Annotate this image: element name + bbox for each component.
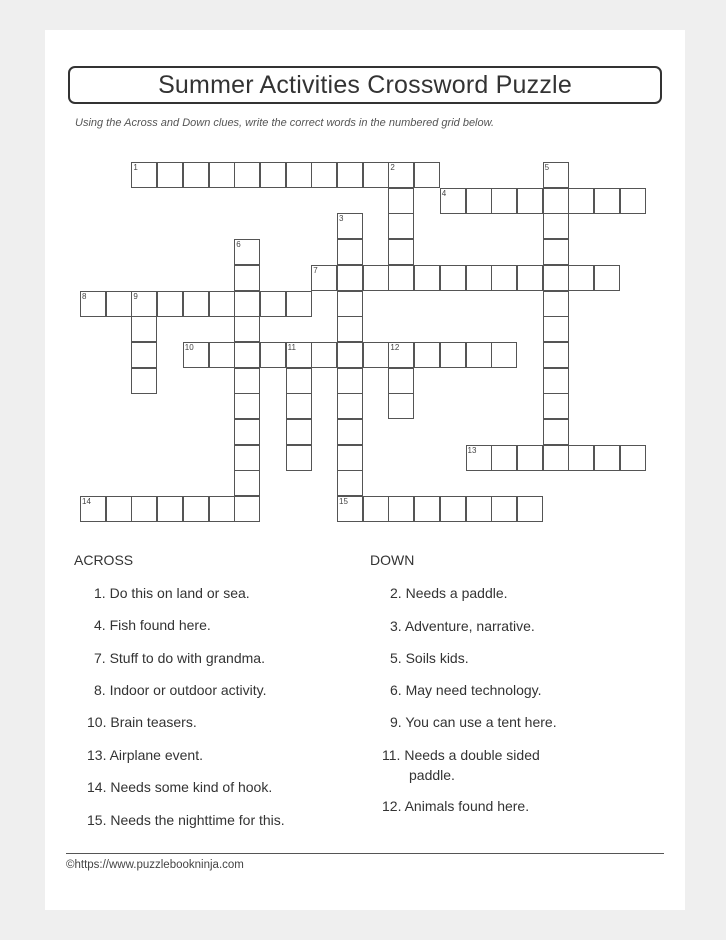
grid-cell-number: 2 [390, 163, 395, 172]
clue-text: Soils kids. [405, 650, 469, 666]
down-heading: DOWN [370, 552, 415, 568]
clue-number: 9. [390, 714, 402, 730]
grid-cell-number: 11 [287, 342, 296, 352]
across-clue [87, 777, 272, 797]
across-clue [94, 583, 250, 603]
clue-number: 5. [390, 650, 402, 666]
across-clue [94, 680, 267, 700]
clue-number: 6. [390, 682, 402, 698]
grid-cell-number: 9 [133, 291, 138, 301]
clue-text: Do this on land or sea. [109, 585, 250, 601]
grid-cell-number: 5 [544, 163, 550, 172]
down-clue [382, 796, 529, 816]
grid-cell-number: 7 [313, 265, 318, 275]
clue-text: Needs a double sided [404, 747, 540, 763]
clue-number: 10. [87, 714, 107, 730]
instructions: Using the Across and Down clues, write the correct words in the numbered grid below. [75, 117, 495, 129]
grid-cell-number: 3 [339, 214, 344, 224]
grid-cell-number: 12 [390, 342, 400, 352]
clue-number: 1. [94, 585, 106, 601]
footer-url: ©https://www.puzzlebookninja.com [66, 859, 244, 871]
clue-text: Fish found here. [109, 617, 211, 633]
clue-number: 3. [390, 618, 402, 634]
grid-cell-number: 8 [82, 291, 87, 301]
grid-cell-number: 15 [339, 497, 348, 507]
across-clue [87, 712, 197, 732]
across-clue [94, 615, 211, 635]
clue-number: 8. [94, 682, 106, 698]
clue-text: Airplane event. [109, 747, 203, 763]
clue-number: 14. [87, 779, 107, 795]
grid-cell-number: 10 [184, 342, 194, 352]
clue-number: 12. [382, 798, 402, 814]
down-clue [390, 648, 469, 668]
down-clue [390, 616, 535, 636]
clue-text: You can use a tent here. [405, 714, 557, 730]
clue-number: 7. [94, 650, 106, 666]
grid-cell-number: 14 [82, 497, 91, 507]
clue-text: Needs a paddle. [405, 585, 508, 601]
clue-text: Needs some kind of hook. [110, 779, 273, 795]
grid-cell-number: 6 [236, 240, 241, 250]
clue-text: Indoor or outdoor activity. [109, 682, 267, 698]
down-clue [390, 680, 542, 700]
footer-divider [66, 853, 664, 854]
down-clue [382, 745, 540, 765]
clue-text: Needs the nighttime for this. [110, 812, 285, 828]
down-clue-continuation: paddle. [409, 767, 455, 783]
down-clue [390, 583, 508, 603]
page-title: Summer Activities Crossword Puzzle [158, 71, 572, 99]
grid-cell-number: 4 [441, 188, 447, 198]
grid-cell-number: 13 [467, 445, 477, 455]
down-clue [390, 712, 557, 732]
clue-text: Stuff to do with grandma. [109, 650, 265, 666]
clue-text: May need technology. [405, 682, 542, 698]
clue-number: 2. [390, 585, 402, 601]
clue-text: Animals found here. [404, 798, 530, 814]
clue-text: Adventure, narrative. [404, 618, 535, 634]
clue-number: 4. [94, 617, 106, 633]
across-clue [94, 648, 265, 668]
grid-cell-number: 1 [133, 163, 138, 172]
across-heading: ACROSS [74, 552, 134, 568]
title-box [68, 66, 662, 104]
clue-number: 11. [382, 747, 401, 763]
across-clue [87, 745, 203, 765]
across-clue [87, 810, 285, 830]
clue-number: 15. [87, 812, 107, 828]
clue-number: 13. [87, 747, 107, 763]
clue-text: Brain teasers. [110, 714, 197, 730]
